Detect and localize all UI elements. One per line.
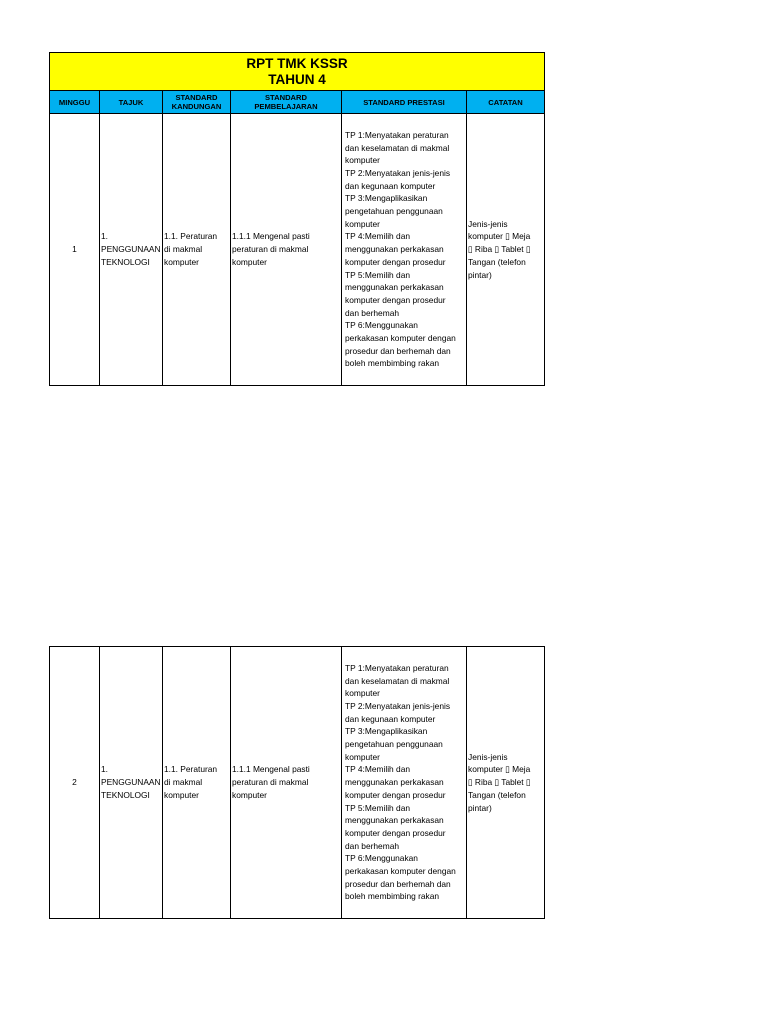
cell-catatan [467,114,545,386]
cell-line: dan berhemah [345,840,400,851]
cell-standard-prestasi [342,114,467,386]
cell-line: Jenis-jenis [468,751,508,762]
cell-line: TEKNOLOGI [101,256,150,267]
cell-line: dan kegunaan komputer [345,713,436,724]
rpt-table-page-1 [49,52,545,386]
cell-line: 1.1. Peraturan [164,231,218,242]
cell-line: prosedur dan berhemah dan [345,345,451,356]
cell-line: dan keselamatan di makmal [345,142,450,153]
header-standard-pembelajaran [231,91,342,114]
cell-line: di makmal [164,244,203,255]
cell-line: peraturan di makmal [232,777,309,788]
title-line-1: RPT TMK KSSR [246,55,348,71]
cell-line: pintar) [468,269,492,280]
cell-line: Tangan (telefon [468,789,526,800]
cell-line: menggunakan perkakasan [345,777,444,788]
cell-line: komputer [232,256,267,267]
document-title [50,53,545,91]
cell-standard-prestasi [342,647,467,919]
cell-line: komputer [164,256,199,267]
cell-line: TP 6:Menggunakan [345,853,418,864]
cell-line: komputer ▯ Meja [468,764,531,775]
cell-line: pengetahuan penggunaan [345,739,443,750]
cell-line: TP 3:Mengaplikasikan [345,193,428,204]
cell-line: komputer [345,218,380,229]
cell-line: TP 6:Menggunakan [345,320,418,331]
cell-tajuk [100,647,163,919]
cell-catatan [467,647,545,919]
cell-tajuk [100,114,163,386]
cell-line: dan keselamatan di makmal [345,675,450,686]
header-line: STANDARD [264,93,308,102]
cell-line: di makmal [164,777,203,788]
cell-line: menggunakan perkakasan [345,244,444,255]
cell-line: menggunakan perkakasan [345,815,444,826]
cell-line: Jenis-jenis [468,218,508,229]
cell-minggu: 1 [50,114,100,386]
cell-standard-kandungan [163,114,231,386]
title-line-2: TAHUN 4 [268,71,326,87]
rpt-table-page-2 [49,646,545,919]
cell-line: 1.1. Peraturan [164,764,218,775]
cell-line: komputer ▯ Meja [468,231,531,242]
cell-line: TEKNOLOGI [101,789,150,800]
header-line: KANDUNGAN [171,102,222,111]
cell-line: PENGGUNAAN [101,244,161,255]
cell-line: boleh membimbing rakan [345,358,440,369]
cell-line: komputer dengan prosedur [345,256,446,267]
cell-line: peraturan di makmal [232,244,309,255]
cell-line: TP 4:Memilih dan [345,764,411,775]
header-line: PEMBELAJARAN [254,102,318,111]
cell-line: TP 5:Memilih dan [345,269,411,280]
cell-line: dan kegunaan komputer [345,180,436,191]
cell-line: ▯ Riba ▯ Tablet ▯ [468,244,531,255]
cell-line: TP 1:Menyatakan peraturan [345,662,449,673]
cell-line: komputer dengan prosedur [345,827,446,838]
cell-line: pintar) [468,802,492,813]
header-standard-kandungan [163,91,231,114]
cell-line: TP 4:Memilih dan [345,231,411,242]
cell-minggu: 2 [50,647,100,919]
cell-line: boleh membimbing rakan [345,891,440,902]
cell-line: komputer [164,789,199,800]
cell-line: TP 5:Memilih dan [345,802,411,813]
table-row [50,114,545,386]
cell-standard-pembelajaran [231,114,342,386]
cell-line: prosedur dan berhemah dan [345,878,451,889]
header-standard-prestasi: STANDARD PRESTASI [342,91,467,114]
cell-line: perkakasan komputer dengan [345,333,456,344]
cell-line: 1.1.1 Mengenal pasti [232,231,310,242]
cell-line: TP 2:Menyatakan jenis-jenis [345,700,451,711]
cell-line: komputer [345,155,380,166]
header-tajuk: TAJUK [100,91,163,114]
cell-line: TP 1:Menyatakan peraturan [345,129,449,140]
cell-line: komputer [345,751,380,762]
header-catatan: CATATAN [467,91,545,114]
cell-line: 1. [101,764,108,775]
cell-standard-pembelajaran [231,647,342,919]
cell-line: komputer [345,688,380,699]
header-minggu: MINGGU [50,91,100,114]
cell-line: Tangan (telefon [468,256,526,267]
cell-line: komputer [232,789,267,800]
cell-line: perkakasan komputer dengan [345,866,456,877]
cell-line: PENGGUNAAN [101,777,161,788]
cell-line: pengetahuan penggunaan [345,206,443,217]
cell-line: 1.1.1 Mengenal pasti [232,764,310,775]
cell-line: TP 2:Menyatakan jenis-jenis [345,167,451,178]
cell-line: dan berhemah [345,307,400,318]
cell-line: ▯ Riba ▯ Tablet ▯ [468,777,531,788]
cell-line: 1. [101,231,108,242]
cell-line: menggunakan perkakasan [345,282,444,293]
header-line: STANDARD [175,93,218,102]
cell-line: komputer dengan prosedur [345,294,446,305]
cell-line: TP 3:Mengaplikasikan [345,726,428,737]
cell-line: komputer dengan prosedur [345,789,446,800]
table-row [50,647,545,919]
cell-standard-kandungan [163,647,231,919]
header-row [50,91,545,114]
